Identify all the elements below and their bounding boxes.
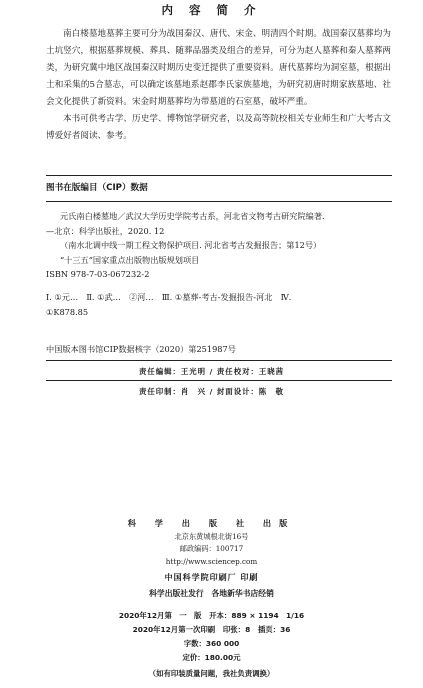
summary-paragraph: 南白楼墓地墓葬主要可分为战国秦汉、唐代、宋金、明清四个时期。战国秦汉墓葬均为土坑竖穴，根据墓葬规模、葬具、随葬品器类及组合的差异，可分为赵人墓葬和秦人墓葬两类，为研究冀中地区战国秦汉时期历史变迁提供了重要资料。唐代墓葬均为洞室墓，根据出土和采集的5合墓志，可以确定该墓地系赵郡李氏家族墓地，为研究初唐时期家族墓地、社会文化提供了新资料。宋金时期墓葬均为带墓道的石室墓，破坏严重。 [46, 29, 391, 107]
quality-notice: （如有印装质量问题，我社负责调换） [148, 669, 275, 678]
content-summary [46, 26, 391, 145]
sheets-info: 印张：8 [222, 625, 251, 634]
summary-paragraph: 本书可供考古学、历史学、博物馆学研究者，以及高等院校相关专业师生和广大考古文博爱好者阅读、参考。 [46, 114, 391, 141]
classification-line: Ⅰ. ①元… Ⅱ. ①武… ②河… Ⅲ. ①墓葬-考古-发掘报告-河北 Ⅳ. [46, 291, 292, 302]
edition-row [0, 610, 423, 621]
top-divider [46, 175, 392, 176]
edition-info: 2020年12月第 一 版 [118, 611, 202, 620]
distribution-info: 科学出版社发行 各地新华书店经销 [149, 589, 274, 598]
page-title: 内 容 简 介 [161, 3, 262, 17]
cip-line: ISBN 978-7-03-067232-2 [46, 269, 150, 280]
format-info: 开本：889 × 1194 1/16 [209, 611, 305, 620]
production-credit: 责任印制：肖 兴 / 封面设计：陈 敬 [138, 387, 285, 396]
editor-credit: 责任编辑：王光明 / 责任校对：王晓茜 [138, 367, 285, 376]
price: 定价：180.00元 [182, 653, 241, 662]
word-count: 字数：360 000 [183, 639, 240, 648]
credits-divider-top [46, 360, 392, 361]
inserts-info: 插页：36 [257, 625, 291, 634]
publisher-website: http://www.sciencep.com [165, 557, 258, 566]
cip-line: —北京：科学出版社，2020. 12 [46, 225, 165, 236]
classification-line: ①K878.85 [46, 306, 89, 317]
cip-line: “十三五”国家重点出版物出版规划项目 [60, 254, 200, 265]
cip-record-number: 中国版本图书馆CIP数据核字（2020）第251987号 [46, 344, 236, 354]
publisher-address: 北京东黄城根北街16号 [174, 532, 249, 541]
cip-entry [46, 209, 392, 319]
printer-name: 中国科学院印刷厂 印刷 [164, 572, 259, 582]
credits-divider-middle [46, 380, 392, 381]
cip-divider [46, 201, 392, 202]
cip-line: 元氏南白楼墓地／武汉大学历史学院考古系，河北省文物考古研究院编著． [60, 211, 331, 221]
printing-info: 2020年12月第一次印刷 [132, 625, 216, 634]
printing-row [0, 624, 423, 635]
publisher-name: 科 学 出 版 社 出版 [127, 518, 296, 528]
cip-heading: 图书在版编目（CIP）数据 [46, 183, 148, 193]
cip-line: （南水北调中线一期工程文物保护项目. 河北省考古发掘报告；第12号） [60, 240, 322, 251]
publisher-postcode: 邮政编码：100717 [179, 544, 244, 553]
